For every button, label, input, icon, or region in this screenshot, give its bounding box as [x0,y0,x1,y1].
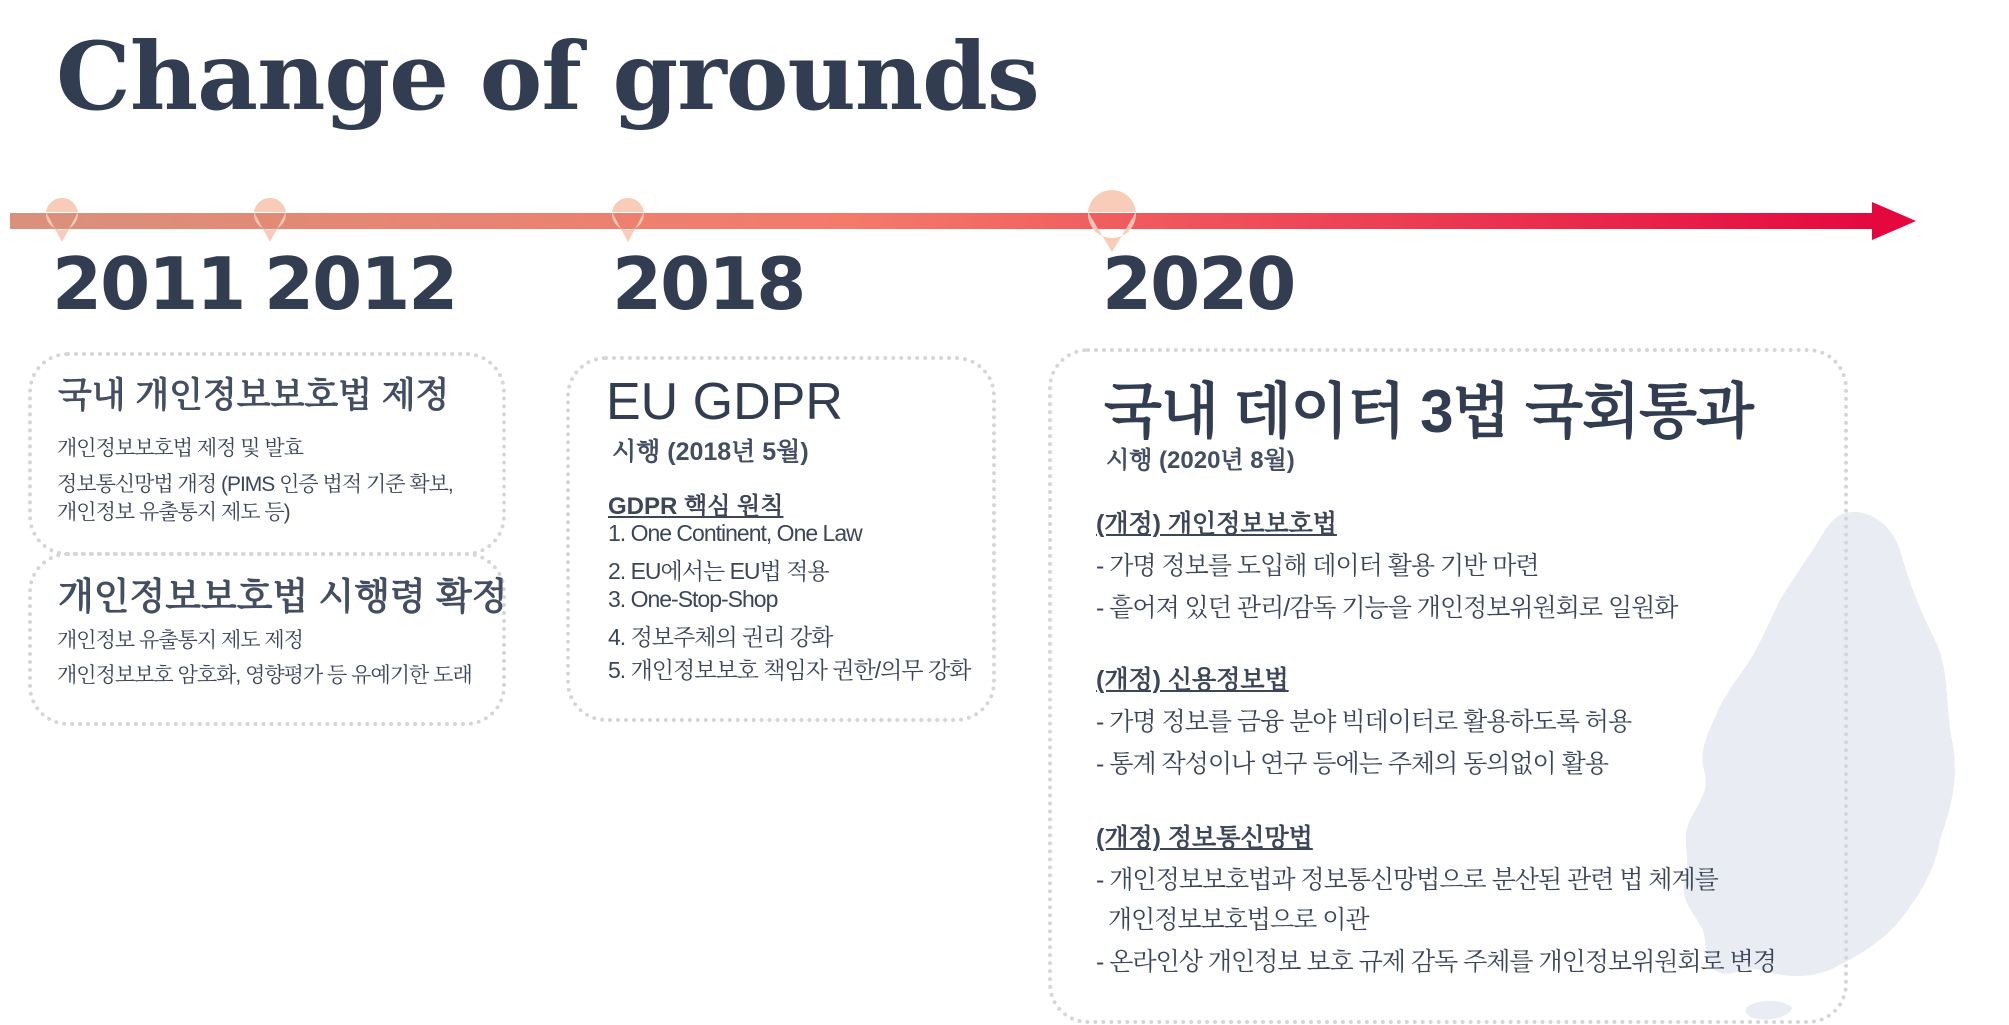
card-2018-section-title: GDPR 핵심 원칙 [608,493,784,520]
card-2011-line: 개인정보 유출통지 제도 등) [57,501,290,524]
year-label-2018: 2018 [612,242,805,326]
section-title-network-act: (개정) 정보통신망법 [1096,824,1313,852]
section-line: - 온라인상 개인정보 보호 규제 감독 주체를 개인정보위원회로 변경 [1096,948,1776,976]
gdpr-principle-item: 4. 정보주체의 권리 강화 [608,624,833,650]
section-line: - 통계 작성이나 연구 등에는 주체의 동의없이 활용 [1096,750,1608,778]
card-2012-heading: 개인정보보호법 시행령 확정 [58,576,508,617]
section-title-privacy-act: (개정) 개인정보보호법 [1096,510,1337,538]
timeline-bar [10,213,1880,229]
year-label-2011: 2011 [52,242,245,326]
card-2011-line: 정보통신망법 개정 (PIMS 인증 법적 기준 확보, [57,473,453,496]
gdpr-principle-item: 1. One Continent, One Law [608,520,862,546]
section-line: - 흩어져 있던 관리/감독 기능을 개인정보위원회로 일원화 [1096,594,1678,622]
year-label-2012: 2012 [264,242,457,326]
section-line: 개인정보보호법으로 이관 [1096,906,1369,934]
gdpr-principle-item: 5. 개인정보보호 책임자 권한/의무 강화 [608,657,971,683]
card-2020-subheading: 시행 (2020년 8월) [1106,447,1295,474]
card-2012-line: 개인정보보호 암호화, 영향평가 등 유예기한 도래 [57,664,472,687]
gdpr-principle-item: 3. One-Stop-Shop [608,586,778,612]
section-line: - 개인정보보호법과 정보통신망법으로 분산된 관련 법 체계를 [1096,866,1718,894]
page-title: Change of grounds [56,22,1039,132]
card-2018-subheading: 시행 (2018년 5월) [612,438,809,466]
year-label-2020: 2020 [1102,242,1295,326]
section-line: - 가명 정보를 도입해 데이터 활용 기반 마련 [1096,552,1539,580]
card-2012-line: 개인정보 유출통지 제도 제정 [57,629,303,652]
card-2018-heading: EU GDPR [606,373,843,431]
card-2011-line: 개인정보보호법 제정 및 발효 [57,437,303,460]
card-2011-heading: 국내 개인정보보호법 제정 [58,376,450,415]
section-title-credit-info-act: (개정) 신용정보법 [1096,666,1289,694]
timeline-arrowhead [1872,202,1916,240]
gdpr-principle-item: 2. EU에서는 EU법 적용 [608,558,829,584]
section-line: - 가명 정보를 금융 분야 빅데이터로 활용하도록 허용 [1096,708,1632,736]
card-2020-heading: 국내 데이터 3법 국회통과 [1104,378,1753,445]
